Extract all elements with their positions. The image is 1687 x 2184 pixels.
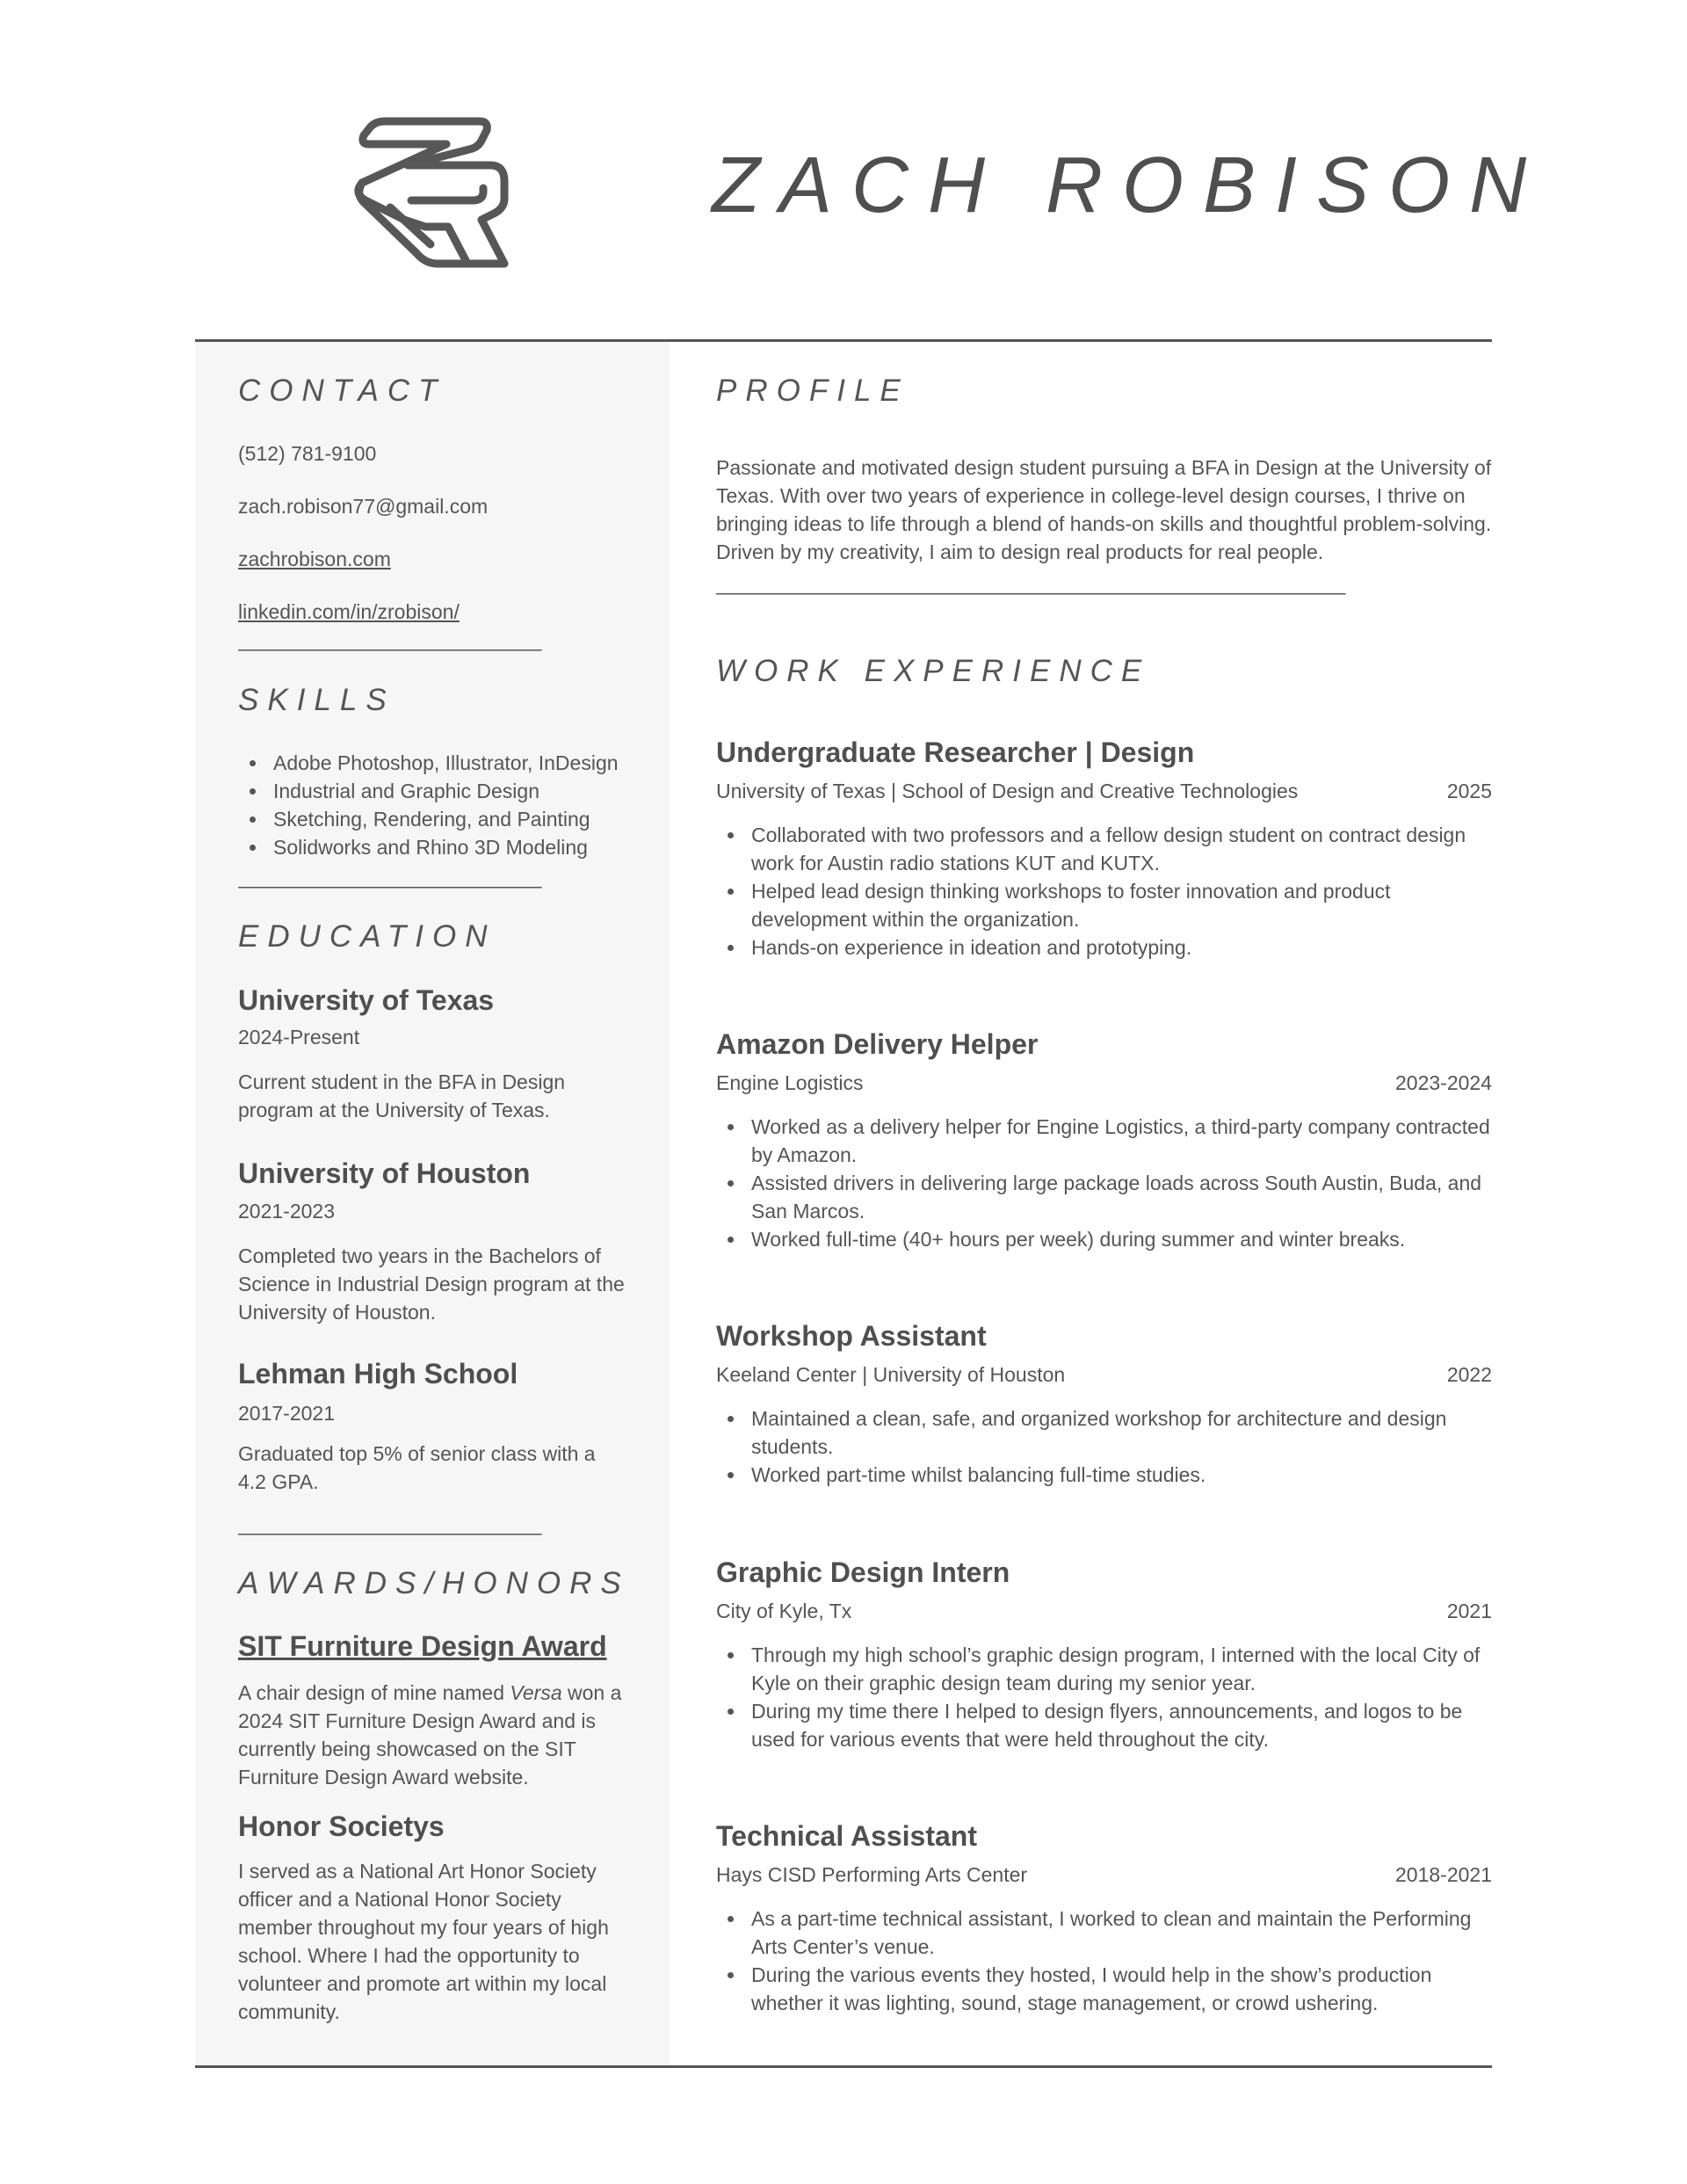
job-bullet: Assisted drivers in delivering large package loads across South Austin, Buda, and San Marcos. [716, 1169, 1492, 1225]
education-dates: 2021-2023 [238, 1200, 335, 1223]
job-organization: Engine Logistics [716, 1071, 864, 1094]
job-bullet: Maintained a clean, safe, and organized workshop for architecture and design students. [716, 1404, 1492, 1461]
awards-heading: AWARDS/HONORS [238, 1566, 630, 1600]
job-bullets [716, 1113, 1492, 1253]
job-year: 2025 [1446, 780, 1492, 802]
job-bullet: Through my high school’s graphic design program, I interned with the local City of Kyle on their graphic design team during my senior year. [716, 1641, 1492, 1697]
education-description: Current student in the BFA in Design program at the University of Texas. [238, 1070, 566, 1121]
contact-linkedin-link[interactable]: linkedin.com/in/zrobison/ [238, 600, 460, 623]
job-role: Workshop Assistant [716, 1320, 987, 1352]
job-bullets [716, 1641, 1492, 1753]
job-meta [716, 1360, 1492, 1389]
award-title: Honor Societys [238, 1810, 445, 1842]
job-bullet: Helped lead design thinking workshops to foster innovation and product development within the organization. [716, 877, 1492, 933]
education-description: Completed two years in the Bachelors of Science in Industrial Design program at the University of Houston. [238, 1244, 625, 1324]
job-bullet: Hands-on experience in ideation and prototyping. [716, 933, 1492, 961]
job-role: Undergraduate Researcher | Design [716, 736, 1195, 768]
job-year: 2018-2021 [1395, 1863, 1492, 1886]
award-description-text: A chair design of mine named [238, 1681, 510, 1704]
job-entry [716, 735, 1492, 961]
job-bullet: Worked full-time (40+ hours per week) during summer and winter breaks. [716, 1225, 1492, 1253]
job-bullet: During the various events they hosted, I would help in the show’s production whether it was lighting, sound, stage management, or crowd ushering. [716, 1961, 1492, 2017]
job-role: Amazon Delivery Helper [716, 1028, 1039, 1060]
skill-item: Adobe Photoshop, Illustrator, InDesign [238, 749, 651, 777]
award-description [238, 1679, 625, 1791]
education-dates: 2024-Present [238, 1026, 360, 1048]
job-meta [716, 1069, 1492, 1097]
education-school: University of Texas [238, 984, 495, 1016]
job-bullet: During my time there I helped to design flyers, announcements, and logos to be used for various events that were held throughout the city. [716, 1697, 1492, 1753]
job-bullet: Worked as a delivery helper for Engine Logistics, a third-party company contracted by Amazon. [716, 1113, 1492, 1169]
skill-item: Solidworks and Rhino 3D Modeling [238, 833, 651, 861]
job-entry [716, 1318, 1492, 1489]
award-title-link[interactable]: SIT Furniture Design Award [238, 1630, 607, 1662]
job-bullets [716, 1404, 1492, 1489]
job-bullet: Worked part-time whilst balancing full-time studies. [716, 1461, 1492, 1489]
award-design-name: Versa [510, 1681, 562, 1704]
job-year: 2023-2024 [1395, 1071, 1492, 1094]
profile-heading: PROFILE [716, 374, 909, 408]
zr-monogram-logo-icon [350, 114, 510, 272]
job-meta [716, 1597, 1492, 1625]
section-divider: ___________________________ [238, 1513, 542, 1535]
award-description-text: won a 2024 SIT Furniture Design Award and is currently being showcased on the SIT Furniture Design Award website. [238, 1681, 622, 1789]
contact-email[interactable]: zach.robison77@gmail.com [238, 495, 489, 518]
job-bullets [716, 821, 1492, 961]
section-divider: ___________________________ [238, 628, 542, 651]
education-heading: EDUCATION [238, 919, 496, 954]
candidate-name: ZACH ROBISON [712, 141, 1546, 229]
education-description: Graduated top 5% of senior class with a 4.2 GPA. [238, 1442, 596, 1493]
education-school: University of Houston [238, 1157, 531, 1189]
job-bullets [716, 1905, 1492, 2017]
job-entry [716, 1818, 1492, 2017]
work-heading: WORK EXPERIENCE [716, 654, 1151, 688]
job-entry [716, 1027, 1492, 1253]
job-organization: University of Texas | School of Design and Creative Technologies [716, 780, 1299, 802]
job-role: Graphic Design Intern [716, 1556, 1010, 1588]
job-organization: Keeland Center | University of Houston [716, 1363, 1066, 1386]
profile-text: Passionate and motivated design student pursuing a BFA in Design at the University of Texas. With over two years of experience in college-level design courses, I thrive on bringing ideas to life through a blend of hands-on skills and thoughtful problem-solving. Driven by my creativity, I aim to design real products for real people. [716, 456, 1492, 563]
job-organization: City of Kyle, Tx [716, 1600, 852, 1622]
footer-divider [195, 2065, 1492, 2068]
contact-heading: CONTACT [238, 374, 446, 408]
job-role: Technical Assistant [716, 1820, 977, 1852]
job-meta [716, 1861, 1492, 1889]
job-bullet: As a part-time technical assistant, I worked to clean and maintain the Performing Arts Center’s venue. [716, 1905, 1492, 1961]
contact-website-link[interactable]: zachrobison.com [238, 548, 391, 570]
skills-list [238, 749, 651, 861]
job-bullet: Collaborated with two professors and a fellow design student on contract design work for Austin radio stations KUT and KUTX. [716, 821, 1492, 877]
skills-heading: SKILLS [238, 683, 395, 717]
job-entry [716, 1555, 1492, 1753]
job-meta [716, 777, 1492, 805]
resume-header [0, 0, 1687, 338]
education-dates: 2017-2021 [238, 1402, 335, 1425]
contact-phone[interactable]: (512) 781-9100 [238, 442, 377, 465]
skill-item: Industrial and Graphic Design [238, 777, 651, 805]
award-description: I served as a National Art Honor Society officer and a National Honor Society member throughout my four years of high school. Where I had the opportunity to volunteer and promote art within my local community. [238, 1860, 609, 2023]
education-school: Lehman High School [238, 1358, 518, 1389]
job-organization: Hays CISD Performing Arts Center [716, 1863, 1028, 1886]
job-year: 2021 [1446, 1600, 1492, 1622]
job-year: 2022 [1446, 1363, 1492, 1386]
section-divider: ________________________________________________________ [716, 572, 1346, 595]
skill-item: Sketching, Rendering, and Painting [238, 805, 651, 833]
section-divider: ___________________________ [238, 866, 542, 889]
